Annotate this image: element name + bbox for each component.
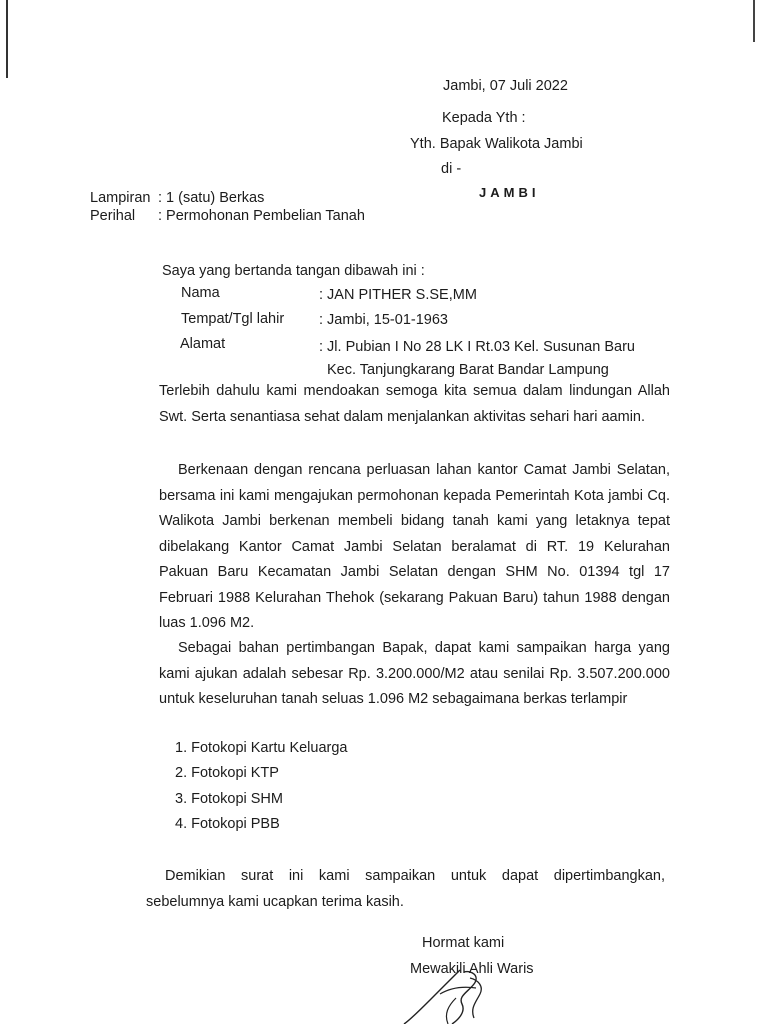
alamat-value-1: : Jl. Pubian I No 28 LK I Rt.03 Kel. Susunan Baru — [319, 339, 635, 355]
attachment-item: 4. Fotokopi PBB — [175, 816, 280, 832]
recipient-city: JAMBI — [479, 185, 540, 200]
alamat-value-2: Kec. Tanjungkarang Barat Bandar Lampung — [327, 362, 609, 378]
attachment-item: 3. Fotokopi SHM — [175, 791, 283, 807]
ttl-value: : Jambi, 15-01-1963 — [319, 312, 448, 328]
recipient: Yth. Bapak Walikota Jambi — [410, 136, 583, 152]
nama-label: Nama — [181, 285, 220, 301]
place-date: Jambi, 07 Juli 2022 — [443, 78, 568, 94]
ttl-label: Tempat/Tgl lahir — [181, 311, 285, 327]
kepada-label: Kepada Yth : — [442, 110, 526, 126]
scan-edge-line — [753, 0, 755, 42]
lampiran-value: : 1 (satu) Berkas — [158, 190, 265, 206]
di-label: di - — [441, 161, 462, 177]
lampiran-label: Lampiran — [90, 190, 151, 206]
attachment-item: 1. Fotokopi Kartu Keluarga — [175, 740, 348, 756]
signature-role: Mewakili Ahli Waris — [410, 961, 534, 977]
signature-greeting: Hormat kami — [422, 935, 505, 951]
paragraph-greeting: Terlebih dahulu kami mendoakan semoga kita semua dalam lindungan Allah Swt. Serta senantiasa sehat dalam menjalankan aktivitas sehari hari aamin. — [159, 383, 670, 425]
closing-paragraph: Demikian surat ini kami sampaikan untuk dapat dipertimbangkan, sebelumnya kami ucapkan terima kasih. — [146, 868, 665, 910]
paragraph-request: Berkenaan dengan rencana perluasan lahan kantor Camat Jambi Selatan, bersama ini kami mengajukan permohonan kepada Pemerintah Kota jambi Cq. Walikota Jambi berkenan membeli bidang tanah kami yang letaknya tepat dibelakang Kantor Camat Jambi Selatan beralamat di RT. 19 Kelurahan Pakuan Baru Kecamatan Jambi Selatan dengan SHM No. 01394 tgl 17 Februari 1988 Kelurahan Thehok (sekarang Pakuan Baru) tahun 1988 dengan luas 1.096 M2. — [159, 462, 670, 631]
perihal-value: : Permohonan Pembelian Tanah — [158, 208, 365, 224]
intro-line: Saya yang bertanda tangan dibawah ini : — [162, 263, 425, 279]
paragraph-price: Sebagai bahan pertimbangan Bapak, dapat kami sampaikan harga yang kami ajukan adalah sebesar Rp. 3.200.000/M2 atau senilai Rp. 3.507.200.000 untuk keseluruhan tanah seluas 1.096 M2 sebagaimana berkas terlampir — [159, 640, 670, 707]
alamat-label: Alamat — [180, 336, 226, 352]
handwritten-signature — [400, 968, 520, 1024]
attachment-item: 2. Fotokopi KTP — [175, 765, 279, 781]
nama-value: : JAN PITHER S.SE,MM — [319, 287, 477, 303]
scan-edge-line — [6, 0, 8, 78]
perihal-label: Perihal — [90, 208, 136, 224]
